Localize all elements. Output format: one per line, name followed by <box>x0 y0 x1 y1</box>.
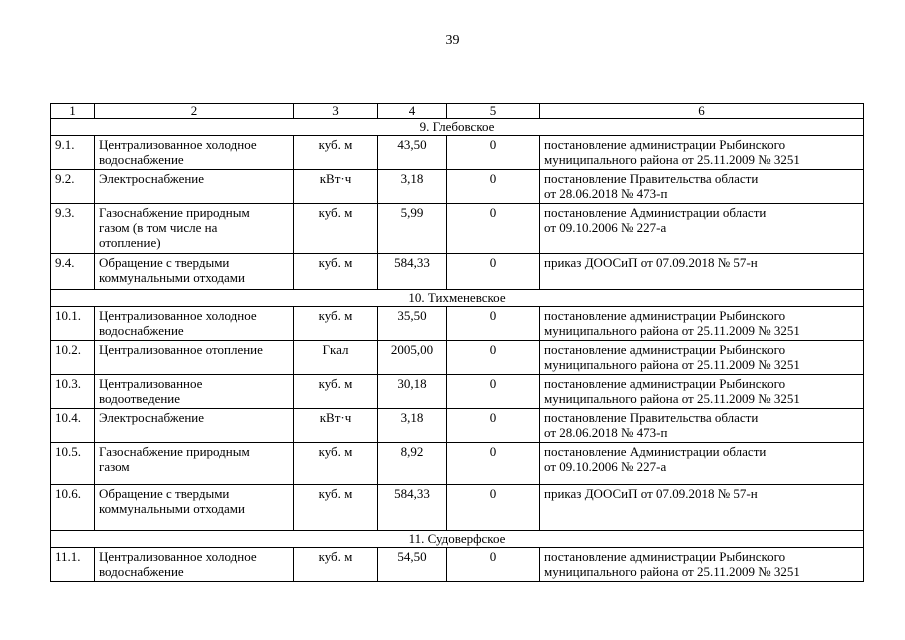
row-number: 9.1. <box>51 136 95 170</box>
service-name: Централизованное холодное водоснабжение <box>95 136 294 170</box>
legal-basis: постановление Администрации области от 09.10.2006 № 227-а <box>540 443 864 485</box>
row-number: 9.2. <box>51 170 95 204</box>
table-row <box>51 548 864 582</box>
service-name: Обращение с твердыми коммунальными отходами <box>95 485 294 531</box>
unit: куб. м <box>294 307 378 341</box>
column-5-value: 0 <box>447 548 540 582</box>
column-header: 6 <box>540 104 864 119</box>
row-number: 10.6. <box>51 485 95 531</box>
table-header-row <box>51 104 864 119</box>
unit: Гкал <box>294 341 378 375</box>
table-row <box>51 136 864 170</box>
row-number: 11.1. <box>51 548 95 582</box>
legal-basis: постановление администрации Рыбинского муниципального района от 25.11.2009 № 3251 <box>540 136 864 170</box>
row-number: 10.1. <box>51 307 95 341</box>
table-row <box>51 485 864 531</box>
legal-basis: постановление администрации Рыбинского муниципального района от 25.11.2009 № 3251 <box>540 548 864 582</box>
row-number: 10.4. <box>51 409 95 443</box>
unit: куб. м <box>294 375 378 409</box>
tariff-value: 35,50 <box>378 307 447 341</box>
tariff-value: 54,50 <box>378 548 447 582</box>
column-5-value: 0 <box>447 341 540 375</box>
table-row <box>51 443 864 485</box>
table-row <box>51 254 864 290</box>
service-name: Централизованное водоотведение <box>95 375 294 409</box>
section-row <box>51 531 864 548</box>
service-name: Централизованное отопление <box>95 341 294 375</box>
section-title: 9. Глебовское <box>51 119 864 136</box>
row-number: 9.3. <box>51 204 95 254</box>
unit: куб. м <box>294 548 378 582</box>
section-title: 10. Тихменевское <box>51 290 864 307</box>
tariff-table <box>50 103 864 582</box>
service-name: Централизованное холодное водоснабжение <box>95 548 294 582</box>
service-name: Централизованное холодное водоснабжение <box>95 307 294 341</box>
column-5-value: 0 <box>447 443 540 485</box>
row-number: 10.5. <box>51 443 95 485</box>
tariff-value: 30,18 <box>378 375 447 409</box>
table-row <box>51 409 864 443</box>
tariff-value: 43,50 <box>378 136 447 170</box>
section-row <box>51 119 864 136</box>
unit: куб. м <box>294 204 378 254</box>
tariff-value: 5,99 <box>378 204 447 254</box>
table-row <box>51 341 864 375</box>
table-row <box>51 170 864 204</box>
legal-basis: постановление администрации Рыбинского муниципального района от 25.11.2009 № 3251 <box>540 341 864 375</box>
service-name: Электроснабжение <box>95 170 294 204</box>
row-number: 10.3. <box>51 375 95 409</box>
unit: куб. м <box>294 485 378 531</box>
service-name: Электроснабжение <box>95 409 294 443</box>
tariff-value: 8,92 <box>378 443 447 485</box>
page-number: 39 <box>445 33 460 48</box>
unit: куб. м <box>294 443 378 485</box>
tariff-value: 584,33 <box>378 254 447 290</box>
column-5-value: 0 <box>447 170 540 204</box>
column-header: 5 <box>447 104 540 119</box>
unit: кВт·ч <box>294 170 378 204</box>
column-5-value: 0 <box>447 254 540 290</box>
section-title: 11. Судоверфское <box>51 531 864 548</box>
service-name: Газоснабжение природным газом <box>95 443 294 485</box>
legal-basis: постановление Администрации области от 09.10.2006 № 227-а <box>540 204 864 254</box>
legal-basis: приказ ДООСиП от 07.09.2018 № 57-н <box>540 485 864 531</box>
row-number: 10.2. <box>51 341 95 375</box>
legal-basis: постановление Правительства области от 28.06.2018 № 473-п <box>540 170 864 204</box>
table-row <box>51 307 864 341</box>
table-row <box>51 375 864 409</box>
service-name: Газоснабжение природным газом (в том числе на отопление) <box>95 204 294 254</box>
column-5-value: 0 <box>447 204 540 254</box>
column-5-value: 0 <box>447 485 540 531</box>
unit: кВт·ч <box>294 409 378 443</box>
legal-basis: постановление Правительства области от 28.06.2018 № 473-п <box>540 409 864 443</box>
column-header: 3 <box>294 104 378 119</box>
column-header: 2 <box>95 104 294 119</box>
column-5-value: 0 <box>447 375 540 409</box>
section-row <box>51 290 864 307</box>
column-header: 4 <box>378 104 447 119</box>
unit: куб. м <box>294 254 378 290</box>
tariff-value: 584,33 <box>378 485 447 531</box>
service-name: Обращение с твердыми коммунальными отходами <box>95 254 294 290</box>
tariff-value: 2005,00 <box>378 341 447 375</box>
column-5-value: 0 <box>447 409 540 443</box>
column-5-value: 0 <box>447 307 540 341</box>
unit: куб. м <box>294 136 378 170</box>
column-5-value: 0 <box>447 136 540 170</box>
legal-basis: приказ ДООСиП от 07.09.2018 № 57-н <box>540 254 864 290</box>
table-row <box>51 204 864 254</box>
tariff-value: 3,18 <box>378 170 447 204</box>
legal-basis: постановление администрации Рыбинского муниципального района от 25.11.2009 № 3251 <box>540 307 864 341</box>
row-number: 9.4. <box>51 254 95 290</box>
column-header: 1 <box>51 104 95 119</box>
tariff-value: 3,18 <box>378 409 447 443</box>
legal-basis: постановление администрации Рыбинского муниципального района от 25.11.2009 № 3251 <box>540 375 864 409</box>
